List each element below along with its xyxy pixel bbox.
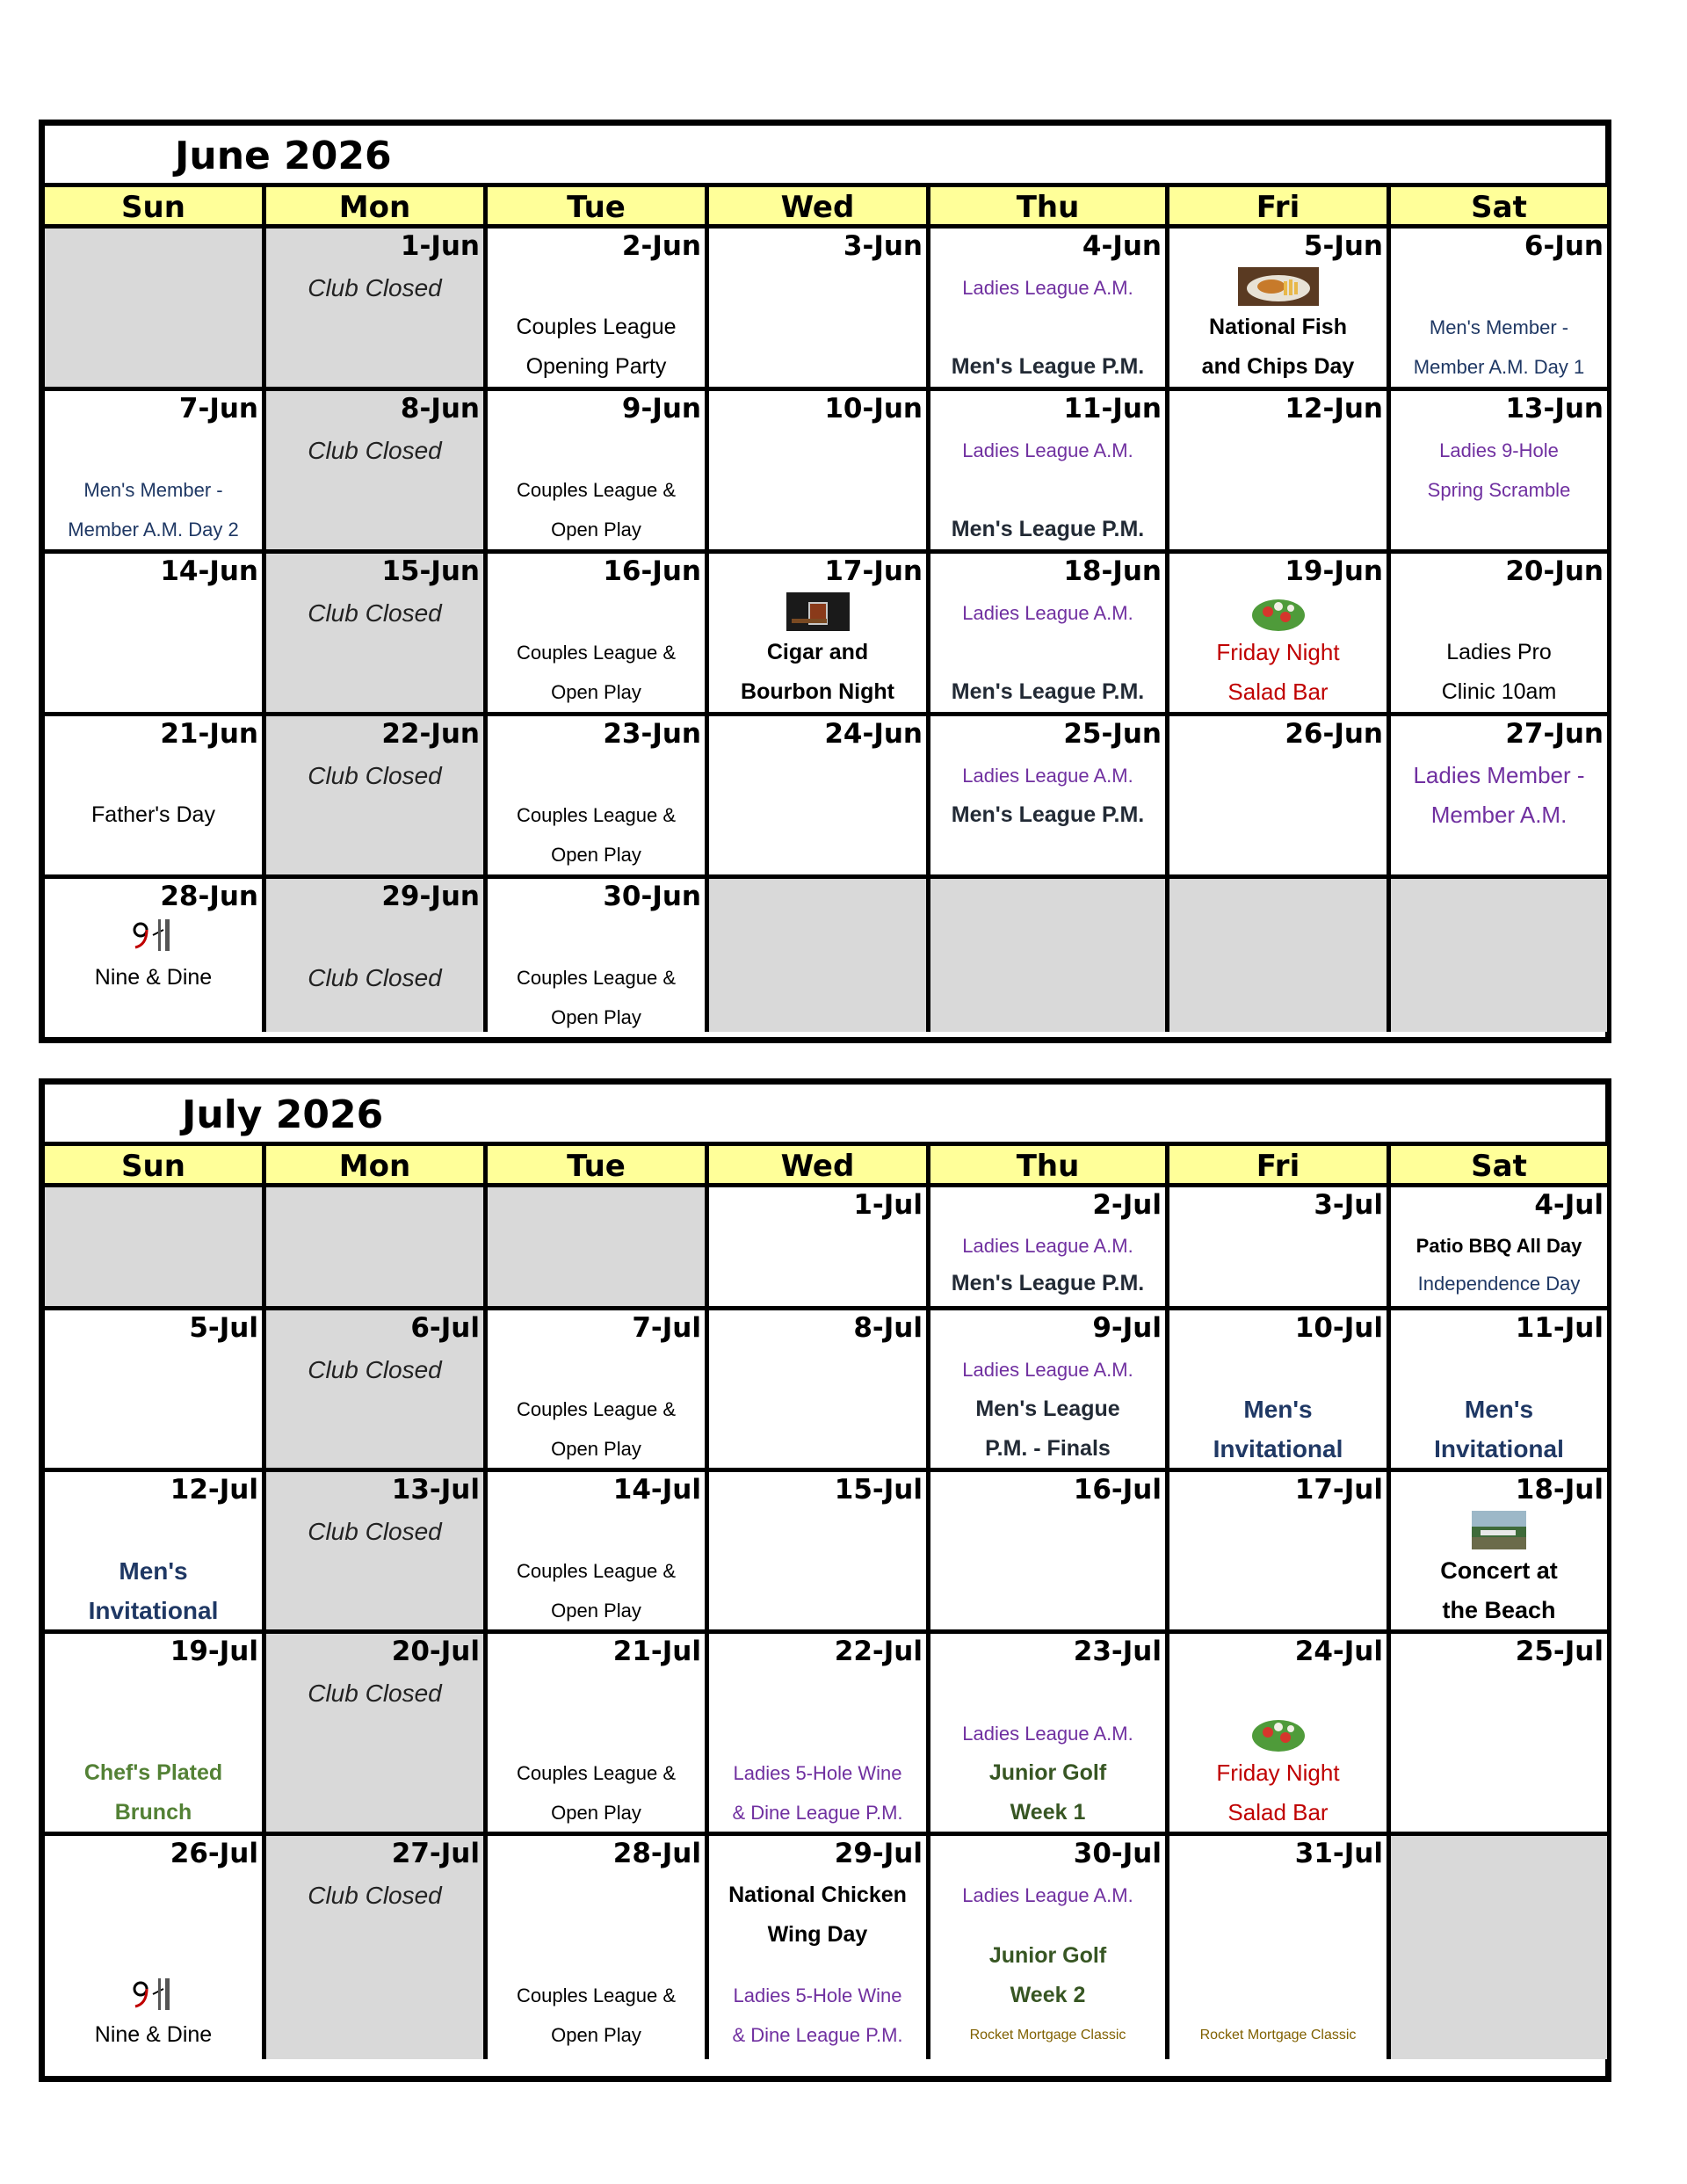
day-cell <box>1169 1634 1391 1836</box>
day-cell <box>45 391 266 554</box>
day-date: 5-Jul <box>189 1312 258 1344</box>
event-text: Couples League <box>516 315 677 339</box>
day-cell <box>488 229 709 391</box>
event-text: Men's <box>1243 1396 1313 1423</box>
day-date: 6-Jun <box>1524 230 1604 262</box>
event-club-closed: Club Closed <box>308 1882 442 1909</box>
event-text: Opening Party <box>525 354 667 379</box>
day-cell <box>45 716 266 879</box>
day-date: 24-Jul <box>1294 1636 1383 1667</box>
empty-day-cell <box>488 1187 709 1310</box>
day-date: 15-Jul <box>834 1474 923 1506</box>
event-text: Week 1 <box>1010 1800 1086 1825</box>
day-cell <box>1391 391 1607 554</box>
event-text: Father's Day <box>91 802 215 827</box>
event-text: Nine & Dine <box>94 2022 213 2047</box>
day-cell <box>709 716 930 879</box>
day-date: 3-Jun <box>843 230 923 262</box>
day-cell <box>709 1472 930 1634</box>
day-cell <box>488 554 709 716</box>
event-text: Chef's Plated <box>83 1760 223 1785</box>
event-ladies-league: Ladies League A.M. <box>962 602 1133 624</box>
day-cell <box>930 229 1169 391</box>
event-text: National Fish <box>1209 315 1347 339</box>
day-cell <box>1169 229 1391 391</box>
event-text: Ladies 9-Hole <box>1439 439 1559 461</box>
day-cell <box>709 1310 930 1472</box>
day-header-sat: Sat <box>1391 187 1607 229</box>
event-text: Invitational <box>1434 1435 1564 1462</box>
event-text: & Dine League P.M. <box>732 1802 903 1824</box>
day-date: 9-Jul <box>1092 1312 1162 1344</box>
empty-day-cell <box>1391 879 1607 1032</box>
day-date: 12-Jun <box>1285 393 1383 424</box>
event-mens-league: Men's League P.M. <box>951 517 1145 541</box>
day-date: 2-Jul <box>1092 1189 1162 1221</box>
day-cell <box>488 716 709 879</box>
empty-day-cell <box>1169 879 1391 1032</box>
day-cell <box>1391 1634 1607 1836</box>
day-date: 31-Jul <box>1294 1838 1383 1869</box>
event-text: Salad Bar <box>1227 678 1329 705</box>
july-calendar <box>39 1078 1611 2082</box>
day-cell <box>1169 1187 1391 1310</box>
june-calendar <box>39 120 1611 1043</box>
salad-icon <box>1250 1715 1307 1753</box>
event-text: Ladies Member - <box>1413 762 1585 788</box>
event-text: & Dine League P.M. <box>732 2024 903 2046</box>
event-club-closed: Club Closed <box>308 1518 442 1545</box>
day-cell <box>1169 554 1391 716</box>
event-text: Patio BBQ All Day <box>1415 1235 1582 1257</box>
day-date: 17-Jun <box>824 555 923 587</box>
salad-icon <box>1250 594 1307 633</box>
event-text: Couples League & <box>516 479 677 501</box>
event-text: Ladies 5-Hole Wine <box>733 1762 902 1784</box>
event-text: Couples League & <box>516 1762 677 1784</box>
day-date: 9-Jun <box>621 393 701 424</box>
event-text: Concert at <box>1440 1557 1558 1584</box>
day-header-thu: Thu <box>930 1146 1169 1187</box>
day-cell <box>930 554 1169 716</box>
day-cell <box>709 554 930 716</box>
day-cell <box>930 1472 1169 1634</box>
day-cell <box>45 1472 266 1634</box>
event-text: Rocket Mortgage Classic <box>969 2028 1126 2043</box>
event-ladies-league: Ladies League A.M. <box>962 1723 1133 1745</box>
day-cell <box>1169 716 1391 879</box>
event-text: Member A.M. Day 2 <box>68 519 239 541</box>
day-date: 12-Jul <box>170 1474 258 1506</box>
day-date: 2-Jun <box>621 230 701 262</box>
day-header-fri: Fri <box>1169 187 1391 229</box>
day-date: 10-Jun <box>824 393 923 424</box>
day-date: 1-Jul <box>853 1189 923 1221</box>
cigar-bourbon-icon <box>786 592 850 631</box>
day-date: 8-Jun <box>400 393 480 424</box>
day-header-tue: Tue <box>488 1146 709 1187</box>
event-text: Bourbon Night <box>741 679 894 704</box>
day-cell <box>1391 1472 1607 1634</box>
event-club-closed: Club Closed <box>308 964 442 991</box>
day-cell <box>709 1187 930 1310</box>
event-text: Invitational <box>1213 1435 1343 1462</box>
event-text: the Beach <box>1442 1597 1556 1623</box>
day-date: 18-Jun <box>1063 555 1162 587</box>
day-date: 29-Jun <box>381 881 480 912</box>
empty-day-cell <box>1391 1836 1607 2059</box>
day-date: 5-Jun <box>1303 230 1383 262</box>
event-mens-league: Men's League P.M. <box>951 679 1145 704</box>
day-cell <box>709 391 930 554</box>
day-date: 11-Jul <box>1515 1312 1604 1344</box>
event-text: Friday Night <box>1216 1760 1340 1786</box>
day-header-sat: Sat <box>1391 1146 1607 1187</box>
day-header-sun: Sun <box>45 187 266 229</box>
event-text: Friday Night <box>1216 639 1340 665</box>
day-cell <box>488 1836 709 2059</box>
event-text: Brunch <box>114 1800 192 1825</box>
day-date: 20-Jul <box>391 1636 480 1667</box>
event-text: Junior Golf <box>988 1943 1107 1968</box>
day-cell <box>1391 554 1607 716</box>
event-text: Salad Bar <box>1227 1799 1329 1825</box>
event-text: Clinic 10am <box>1441 679 1557 704</box>
day-date: 16-Jul <box>1073 1474 1162 1506</box>
day-cell <box>709 1836 930 2059</box>
day-date: 19-Jun <box>1285 555 1383 587</box>
day-cell <box>266 554 488 716</box>
day-date: 27-Jul <box>391 1838 480 1869</box>
event-text: Open Play <box>551 2024 641 2046</box>
event-text: Open Play <box>551 844 641 866</box>
event-text: National Chicken <box>728 1883 907 1907</box>
event-club-closed: Club Closed <box>308 437 442 464</box>
day-cell <box>709 1634 930 1836</box>
day-date: 26-Jun <box>1285 718 1383 750</box>
day-date: 13-Jun <box>1505 393 1604 424</box>
empty-day-cell <box>45 229 266 391</box>
event-text: Member A.M. <box>1430 802 1568 828</box>
day-cell <box>266 879 488 1032</box>
day-cell <box>1391 1187 1607 1310</box>
day-date: 16-Jun <box>603 555 701 587</box>
day-header-wed: Wed <box>709 187 930 229</box>
day-date: 28-Jun <box>160 881 258 912</box>
day-date: 22-Jul <box>834 1636 923 1667</box>
event-text: Open Play <box>551 681 641 703</box>
event-ladies-league: Ladies League A.M. <box>962 277 1133 299</box>
day-cell <box>488 1634 709 1836</box>
day-cell <box>45 1836 266 2059</box>
day-date: 25-Jul <box>1515 1636 1604 1667</box>
empty-day-cell <box>266 1187 488 1310</box>
event-text: Men's League <box>975 1397 1120 1421</box>
event-text: and Chips Day <box>1201 354 1355 379</box>
fish-and-chips-icon <box>1238 267 1319 306</box>
day-header-mon: Mon <box>266 187 488 229</box>
event-text: Men's Member - <box>1429 316 1569 338</box>
event-text: Couples League & <box>516 642 677 664</box>
day-date: 26-Jul <box>170 1838 258 1869</box>
day-date: 6-Jul <box>410 1312 480 1344</box>
empty-day-cell <box>45 1187 266 1310</box>
event-text: Cigar and <box>766 640 869 664</box>
event-ladies-league: Ladies League A.M. <box>962 1359 1133 1381</box>
event-text: Couples League & <box>516 1398 677 1420</box>
event-text: Couples League & <box>516 1560 677 1582</box>
event-text: Couples League & <box>516 967 677 989</box>
event-text: Week 2 <box>1010 1983 1086 2007</box>
day-header-mon: Mon <box>266 1146 488 1187</box>
event-text: Open Play <box>551 519 641 541</box>
event-text: Open Play <box>551 1802 641 1824</box>
day-cell <box>266 1310 488 1472</box>
day-cell <box>1169 391 1391 554</box>
event-text: Member A.M. Day 1 <box>1413 356 1585 378</box>
day-header-thu: Thu <box>930 187 1169 229</box>
day-header-tue: Tue <box>488 187 709 229</box>
event-mens-league: Men's League P.M. <box>951 1271 1145 1295</box>
event-text: Open Play <box>551 1006 641 1028</box>
day-date: 15-Jun <box>381 555 480 587</box>
day-cell <box>709 229 930 391</box>
day-cell <box>488 391 709 554</box>
event-ladies-league: Ladies League A.M. <box>962 1235 1133 1257</box>
day-cell <box>1169 1472 1391 1634</box>
day-cell <box>930 1187 1169 1310</box>
day-date: 23-Jun <box>603 718 701 750</box>
nine-and-dine-icon <box>132 918 176 953</box>
day-date: 7-Jul <box>632 1312 701 1344</box>
day-date: 7-Jun <box>178 393 258 424</box>
event-text: Men's Member - <box>83 479 223 501</box>
day-cell <box>1391 229 1607 391</box>
empty-day-cell <box>709 879 930 1032</box>
event-text: Ladies 5-Hole Wine <box>733 1984 902 2006</box>
day-cell <box>930 1836 1169 2059</box>
event-text: Ladies Pro <box>1446 640 1552 664</box>
day-date: 30-Jul <box>1073 1838 1162 1869</box>
event-club-closed: Club Closed <box>308 1680 442 1707</box>
event-club-closed: Club Closed <box>308 1356 442 1383</box>
day-cell <box>930 391 1169 554</box>
day-header-sun: Sun <box>45 1146 266 1187</box>
day-date: 25-Jun <box>1063 718 1162 750</box>
day-cell <box>266 1836 488 2059</box>
day-date: 17-Jul <box>1294 1474 1383 1506</box>
event-ladies-league: Ladies League A.M. <box>962 765 1133 787</box>
day-date: 8-Jul <box>853 1312 923 1344</box>
event-mens-league: Men's League P.M. <box>951 802 1145 827</box>
day-date: 27-Jun <box>1505 718 1604 750</box>
day-date: 14-Jun <box>160 555 258 587</box>
event-text: Couples League & <box>516 804 677 826</box>
day-date: 4-Jul <box>1534 1189 1604 1221</box>
event-club-closed: Club Closed <box>308 599 442 627</box>
event-text: Nine & Dine <box>94 965 213 990</box>
day-cell <box>45 1310 266 1472</box>
day-cell <box>1169 1836 1391 2059</box>
day-cell <box>1391 1310 1607 1472</box>
event-club-closed: Club Closed <box>308 762 442 789</box>
day-date: 13-Jul <box>391 1474 480 1506</box>
event-text: Independence Day <box>1417 1273 1581 1295</box>
day-date: 19-Jul <box>170 1636 258 1667</box>
day-date: 30-Jun <box>603 881 701 912</box>
event-text: Rocket Mortgage Classic <box>1199 2028 1357 2043</box>
event-club-closed: Club Closed <box>308 274 442 301</box>
day-cell <box>488 1472 709 1634</box>
day-date: 18-Jul <box>1515 1474 1604 1506</box>
event-text: Open Play <box>551 1600 641 1622</box>
day-cell <box>488 1310 709 1472</box>
day-date: 29-Jul <box>834 1838 923 1869</box>
day-cell <box>266 1472 488 1634</box>
event-text: Men's <box>119 1557 188 1585</box>
day-cell <box>45 554 266 716</box>
day-cell <box>1391 716 1607 879</box>
day-date: 24-Jun <box>824 718 923 750</box>
day-cell <box>266 229 488 391</box>
event-text: Junior Golf <box>988 1760 1107 1785</box>
event-text: Open Play <box>551 1438 641 1460</box>
event-ladies-league: Ladies League A.M. <box>962 439 1133 461</box>
day-date: 20-Jun <box>1505 555 1604 587</box>
day-date: 14-Jul <box>612 1474 701 1506</box>
month-title: July 2026 <box>45 1085 1605 1146</box>
day-cell <box>930 1634 1169 1836</box>
day-date: 3-Jul <box>1314 1189 1383 1221</box>
day-date: 23-Jul <box>1073 1636 1162 1667</box>
month-title: June 2026 <box>45 126 1605 187</box>
day-cell <box>45 1634 266 1836</box>
day-cell <box>930 1310 1169 1472</box>
event-text: Spring Scramble <box>1427 479 1571 501</box>
day-date: 10-Jul <box>1294 1312 1383 1344</box>
day-date: 21-Jun <box>160 718 258 750</box>
day-cell <box>1169 1310 1391 1472</box>
day-date: 28-Jul <box>612 1838 701 1869</box>
day-cell <box>266 716 488 879</box>
day-cell <box>266 391 488 554</box>
event-mens-league: Men's League P.M. <box>951 354 1145 379</box>
day-date: 21-Jul <box>612 1636 701 1667</box>
event-text: Men's <box>1464 1396 1534 1423</box>
day-date: 22-Jun <box>381 718 480 750</box>
event-text: Wing Day <box>767 1922 868 1947</box>
day-cell <box>266 1634 488 1836</box>
day-header-wed: Wed <box>709 1146 930 1187</box>
day-header-fri: Fri <box>1169 1146 1391 1187</box>
event-ladies-league: Ladies League A.M. <box>962 1884 1133 1906</box>
day-date: 11-Jun <box>1063 393 1162 424</box>
day-cell <box>930 716 1169 879</box>
day-cell <box>45 879 266 1032</box>
event-text: Invitational <box>88 1597 219 1624</box>
concert-beach-icon <box>1472 1511 1526 1549</box>
day-date: 1-Jun <box>400 230 480 262</box>
day-cell <box>488 879 709 1032</box>
nine-and-dine-icon <box>132 1977 176 2012</box>
empty-day-cell <box>930 879 1169 1032</box>
event-text: P.M. - Finals <box>985 1436 1111 1461</box>
day-date: 4-Jun <box>1082 230 1162 262</box>
event-text: Couples League & <box>516 1984 677 2006</box>
